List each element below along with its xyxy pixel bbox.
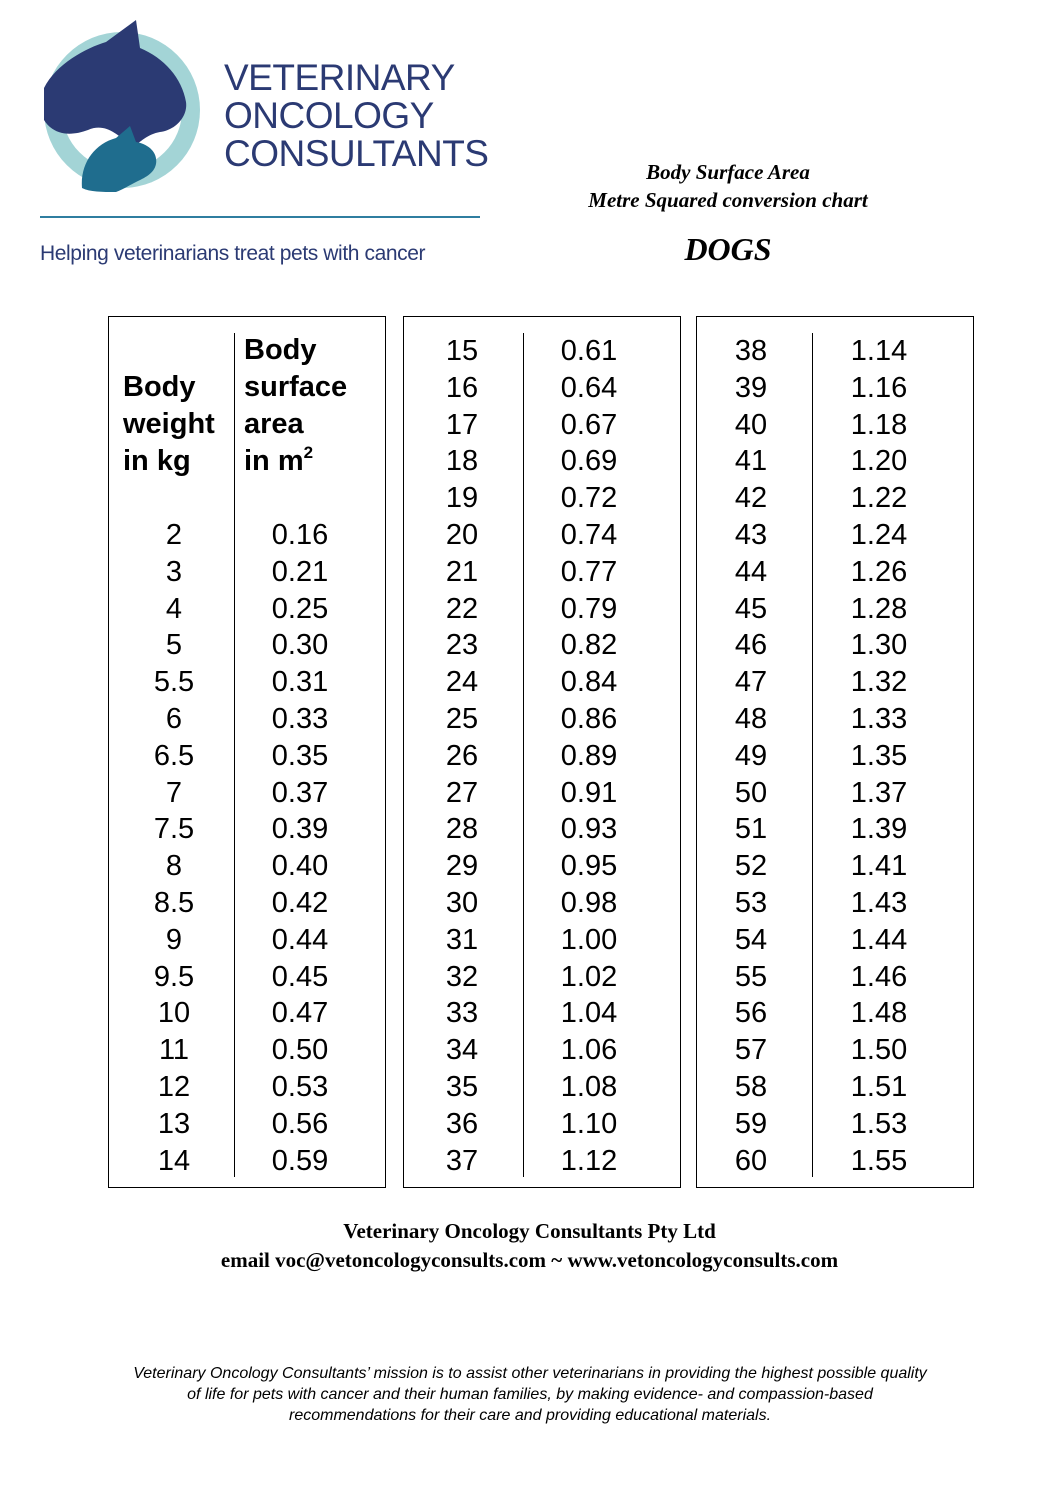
weight-cell: 59 [734, 1107, 768, 1140]
weight-cell: 2 [165, 519, 183, 551]
area-cell: 1.44 [850, 923, 908, 956]
logo-divider [40, 216, 480, 218]
area-cell: 1.46 [850, 960, 908, 993]
weight-cell: 5 [165, 629, 183, 662]
weight-column-header: Body weight in kg [123, 371, 215, 477]
area-cell: 0.84 [560, 666, 618, 699]
area-cell: 0.21 [271, 555, 329, 588]
area-cell: 0.44 [271, 923, 329, 956]
weight-cell: 43 [734, 518, 768, 551]
area-cell: 0.42 [271, 886, 329, 919]
weight-cell: 8.5 [153, 886, 195, 919]
weight-cell: 52 [734, 850, 768, 883]
area-cell: 0.82 [560, 629, 618, 662]
weight-cell: 35 [445, 1070, 479, 1103]
chart-subtitle: Metre Squared conversion chart [588, 188, 868, 212]
area-cell: 0.33 [271, 702, 329, 735]
weight-cell: 32 [445, 960, 479, 993]
weight-cell: 9.5 [153, 960, 195, 993]
weight-cell: 54 [734, 923, 768, 956]
weight-cell: 53 [734, 886, 768, 919]
weight-cell: 8 [165, 850, 183, 883]
area-cell: 0.31 [271, 666, 329, 699]
weight-cell: 23 [445, 629, 479, 662]
weight-cell: 45 [734, 592, 768, 625]
area-cell: 0.72 [560, 482, 618, 515]
area-cell: 0.61 [560, 335, 618, 367]
area-cell: 0.79 [560, 592, 618, 625]
area-cell: 0.47 [271, 997, 329, 1030]
area-cell: 1.39 [850, 813, 908, 846]
area-cell: 0.39 [271, 813, 329, 846]
weight-cell: 22 [445, 592, 479, 625]
area-cell: 0.95 [560, 850, 618, 883]
area-cell: 1.48 [850, 997, 908, 1030]
area-cell: 1.51 [850, 1070, 908, 1103]
weight-cell: 4 [165, 592, 183, 625]
area-cell: 1.50 [850, 1034, 908, 1067]
area-cell: 0.89 [560, 739, 618, 772]
area-cell: 0.56 [271, 1107, 329, 1140]
weight-cell: 31 [445, 923, 479, 956]
logo-text-oncology: ONCOLOGY [224, 95, 434, 136]
weight-cell: 18 [445, 445, 479, 478]
area-cell: 1.22 [850, 482, 908, 515]
area-cell: 1.18 [850, 408, 908, 441]
weight-cell: 14 [157, 1144, 191, 1177]
area-cell: 1.20 [850, 445, 908, 478]
chart-title: Body Surface Area [646, 160, 810, 184]
area-cell: 0.98 [560, 886, 618, 919]
weight-cell: 38 [734, 335, 768, 367]
area-cell: 0.64 [560, 371, 618, 404]
weight-cell: 56 [734, 997, 768, 1030]
area-cell: 1.12 [560, 1144, 618, 1177]
area-cell: 0.35 [271, 739, 329, 772]
column-divider [523, 333, 524, 1177]
weight-cell: 19 [445, 482, 479, 515]
area-cell: 0.59 [271, 1144, 329, 1177]
weight-cell: 30 [445, 886, 479, 919]
weight-cell: 48 [734, 702, 768, 735]
area-cell: 1.55 [850, 1144, 908, 1177]
area-cell: 1.35 [850, 739, 908, 772]
weight-cell: 29 [445, 850, 479, 883]
area-cell: 0.45 [271, 960, 329, 993]
company-logo-icon [36, 18, 206, 198]
weight-cell: 28 [445, 813, 479, 846]
column-divider [234, 333, 235, 1177]
tagline: Helping veterinarians treat pets with cancer [40, 242, 426, 265]
area-cell: 0.69 [560, 445, 618, 478]
weight-cell: 26 [445, 739, 479, 772]
company-name: Veterinary Oncology Consultants Pty Ltd [343, 1219, 716, 1243]
weight-cell: 21 [445, 555, 479, 588]
weight-cell: 47 [734, 666, 768, 699]
weight-cell: 20 [445, 518, 479, 551]
area-cell: 0.53 [271, 1070, 329, 1103]
weight-cell: 15 [445, 335, 479, 367]
weight-cell: 42 [734, 482, 768, 515]
weight-cell: 17 [445, 408, 479, 441]
area-cell: 0.77 [560, 555, 618, 588]
weight-cell: 34 [445, 1034, 479, 1067]
area-cell: 1.02 [560, 960, 618, 993]
logo-text-consultants: CONSULTANTS [224, 133, 489, 174]
area-cell: 0.30 [271, 629, 329, 662]
weight-cell: 36 [445, 1107, 479, 1140]
area-cell-column [819, 333, 939, 1179]
weight-cell: 25 [445, 702, 479, 735]
area-cell: 0.37 [271, 776, 329, 809]
area-cell: 1.30 [850, 629, 908, 662]
area-cell: 1.00 [560, 923, 618, 956]
area-cell: 1.33 [850, 702, 908, 735]
area-cell: 1.04 [560, 997, 618, 1030]
weight-cell: 7 [165, 776, 183, 809]
weight-cell: 16 [445, 371, 479, 404]
weight-cell: 33 [445, 997, 479, 1030]
area-cell: 1.06 [560, 1034, 618, 1067]
area-cell-column [529, 333, 649, 1179]
area-cell: 1.14 [850, 335, 908, 367]
area-cell: 1.43 [850, 886, 908, 919]
area-cell-column [240, 517, 360, 1179]
weight-cell: 12 [157, 1070, 191, 1103]
weight-cell: 13 [157, 1107, 191, 1140]
area-column-header: Body surface area in $m^2$ [244, 334, 348, 477]
weight-cell: 44 [734, 555, 768, 588]
weight-cell: 41 [734, 445, 768, 478]
weight-cell: 6.5 [153, 739, 195, 772]
area-cell: 0.91 [560, 776, 618, 809]
area-cell: 1.32 [850, 666, 908, 699]
area-cell: 1.41 [850, 850, 908, 883]
table-panel-2 [403, 316, 681, 1188]
table-panel-1 [108, 316, 386, 1188]
area-cell: 0.86 [560, 702, 618, 735]
area-cell: 1.28 [850, 592, 908, 625]
weight-cell: 27 [445, 776, 479, 809]
area-cell: 0.16 [271, 519, 329, 551]
weight-cell: 58 [734, 1070, 768, 1103]
column-divider [812, 333, 813, 1177]
weight-cell: 7.5 [153, 813, 195, 846]
weight-cell: 57 [734, 1034, 768, 1067]
area-cell: 1.37 [850, 776, 908, 809]
area-cell: 0.93 [560, 813, 618, 846]
area-cell: 1.10 [560, 1107, 618, 1140]
weight-cell-column [402, 333, 522, 1179]
area-cell: 1.24 [850, 518, 908, 551]
weight-cell: 11 [158, 1034, 190, 1067]
weight-cell: 6 [165, 702, 183, 735]
mission-statement: Veterinary Oncology Consultants’ mission is to assist other veterinarians in providing the highest possible quality of life for pets with cancer and their human families, by making evidence- and compassion-based recommendations for their care and providing educational materials. [133, 1365, 927, 1424]
species-heading: DOGS [684, 231, 772, 267]
weight-cell-column [691, 333, 811, 1179]
logo-text-veterinary: VETERINARY [224, 57, 455, 98]
area-cell: 0.74 [560, 518, 618, 551]
weight-cell-column [114, 517, 234, 1179]
weight-cell: 3 [165, 555, 183, 588]
weight-cell: 24 [445, 666, 479, 699]
weight-cell: 40 [734, 408, 768, 441]
area-cell: 1.53 [850, 1107, 908, 1140]
area-cell: 0.50 [271, 1034, 329, 1067]
weight-cell: 60 [734, 1144, 768, 1177]
table-panel-3 [696, 316, 974, 1188]
weight-cell: 50 [734, 776, 768, 809]
weight-cell: 51 [734, 813, 768, 846]
area-cell: 0.25 [271, 592, 329, 625]
area-cell: 0.67 [560, 408, 618, 441]
weight-cell: 49 [734, 739, 768, 772]
weight-cell: 5.5 [153, 666, 195, 699]
weight-cell: 37 [445, 1144, 479, 1177]
area-cell: 1.26 [850, 555, 908, 588]
weight-cell: 46 [734, 629, 768, 662]
weight-cell: 39 [734, 371, 768, 404]
weight-cell: 9 [165, 923, 183, 956]
area-cell: 0.40 [271, 850, 329, 883]
weight-cell: 55 [734, 960, 768, 993]
area-cell: 1.16 [850, 371, 908, 404]
area-cell: 1.08 [560, 1070, 618, 1103]
contact-line: email voc@vetoncologyconsults.com ~ www.vetoncologyconsults.com [220, 1248, 839, 1272]
weight-cell: 10 [157, 997, 191, 1030]
